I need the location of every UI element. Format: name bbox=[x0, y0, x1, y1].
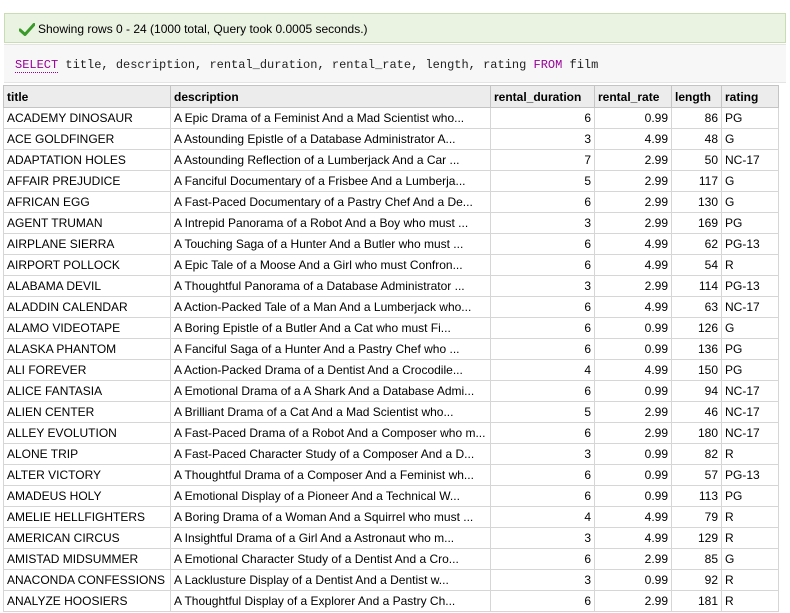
cell-rating: R bbox=[722, 444, 779, 465]
cell-description: A Fast-Paced Character Study of a Composer And a D... bbox=[171, 444, 491, 465]
cell-title: ALIEN CENTER bbox=[4, 402, 171, 423]
cell-title: ALADDIN CALENDAR bbox=[4, 297, 171, 318]
cell-rating: PG-13 bbox=[722, 276, 779, 297]
cell-rental-duration: 6 bbox=[491, 192, 595, 213]
table-row bbox=[4, 297, 779, 318]
cell-rental-duration: 6 bbox=[491, 486, 595, 507]
check-icon bbox=[19, 23, 35, 36]
table-row bbox=[4, 150, 779, 171]
cell-title: ADAPTATION HOLES bbox=[4, 150, 171, 171]
cell-rental-rate: 2.99 bbox=[595, 423, 672, 444]
cell-rating: G bbox=[722, 318, 779, 339]
cell-rating: PG-13 bbox=[722, 234, 779, 255]
cell-title: ACADEMY DINOSAUR bbox=[4, 108, 171, 129]
cell-title: ALASKA PHANTOM bbox=[4, 339, 171, 360]
cell-rental-rate: 0.99 bbox=[595, 381, 672, 402]
cell-rental-duration: 6 bbox=[491, 297, 595, 318]
cell-rental-rate: 4.99 bbox=[595, 297, 672, 318]
cell-length: 57 bbox=[672, 465, 722, 486]
cell-title: ALABAMA DEVIL bbox=[4, 276, 171, 297]
cell-length: 50 bbox=[672, 150, 722, 171]
cell-rental-rate: 2.99 bbox=[595, 192, 672, 213]
cell-rental-rate: 4.99 bbox=[595, 255, 672, 276]
cell-rental-rate: 2.99 bbox=[595, 171, 672, 192]
results-table bbox=[3, 85, 779, 612]
table-row bbox=[4, 129, 779, 150]
cell-rental-duration: 4 bbox=[491, 360, 595, 381]
cell-length: 63 bbox=[672, 297, 722, 318]
results-body bbox=[4, 108, 779, 612]
table-row bbox=[4, 318, 779, 339]
cell-length: 92 bbox=[672, 570, 722, 591]
cell-rental-duration: 7 bbox=[491, 150, 595, 171]
sql-columns: title, description, rental_duration, rental_rate, length, rating bbox=[58, 58, 534, 72]
cell-length: 129 bbox=[672, 528, 722, 549]
cell-rental-duration: 6 bbox=[491, 108, 595, 129]
cell-rental-rate: 0.99 bbox=[595, 486, 672, 507]
cell-description: A Boring Epistle of a Butler And a Cat who must Fi... bbox=[171, 318, 491, 339]
cell-length: 48 bbox=[672, 129, 722, 150]
cell-length: 117 bbox=[672, 171, 722, 192]
cell-description: A Intrepid Panorama of a Robot And a Boy who must ... bbox=[171, 213, 491, 234]
cell-rating: G bbox=[722, 129, 779, 150]
table-row bbox=[4, 192, 779, 213]
cell-rental-rate: 0.99 bbox=[595, 465, 672, 486]
cell-description: A Brilliant Drama of a Cat And a Mad Scientist who... bbox=[171, 402, 491, 423]
cell-rental-rate: 4.99 bbox=[595, 234, 672, 255]
cell-rental-rate: 0.99 bbox=[595, 444, 672, 465]
cell-rental-rate: 4.99 bbox=[595, 507, 672, 528]
cell-length: 150 bbox=[672, 360, 722, 381]
cell-description: A Action-Packed Tale of a Man And a Lumberjack who... bbox=[171, 297, 491, 318]
cell-rental-rate: 2.99 bbox=[595, 276, 672, 297]
cell-length: 46 bbox=[672, 402, 722, 423]
cell-description: A Fanciful Documentary of a Frisbee And a Lumberja... bbox=[171, 171, 491, 192]
cell-rating: NC-17 bbox=[722, 423, 779, 444]
cell-rental-duration: 3 bbox=[491, 444, 595, 465]
cell-rental-duration: 6 bbox=[491, 255, 595, 276]
cell-length: 113 bbox=[672, 486, 722, 507]
table-row bbox=[4, 423, 779, 444]
cell-rating: PG bbox=[722, 108, 779, 129]
cell-rental-rate: 0.99 bbox=[595, 339, 672, 360]
cell-title: AGENT TRUMAN bbox=[4, 213, 171, 234]
column-header-length[interactable]: length bbox=[672, 86, 722, 108]
cell-description: A Boring Drama of a Woman And a Squirrel who must ... bbox=[171, 507, 491, 528]
cell-title: AIRPLANE SIERRA bbox=[4, 234, 171, 255]
cell-description: A Lacklusture Display of a Dentist And a Dentist w... bbox=[171, 570, 491, 591]
cell-description: A Epic Tale of a Moose And a Girl who must Confron... bbox=[171, 255, 491, 276]
cell-title: AFFAIR PREJUDICE bbox=[4, 171, 171, 192]
cell-rental-rate: 2.99 bbox=[595, 402, 672, 423]
table-row bbox=[4, 108, 779, 129]
cell-length: 54 bbox=[672, 255, 722, 276]
table-row bbox=[4, 402, 779, 423]
cell-description: A Touching Saga of a Hunter And a Butler who must ... bbox=[171, 234, 491, 255]
cell-rental-duration: 5 bbox=[491, 402, 595, 423]
cell-rating: R bbox=[722, 528, 779, 549]
table-row bbox=[4, 465, 779, 486]
cell-rating: G bbox=[722, 171, 779, 192]
sql-table-name: film bbox=[562, 58, 599, 72]
cell-title: AMISTAD MIDSUMMER bbox=[4, 549, 171, 570]
cell-rental-duration: 5 bbox=[491, 171, 595, 192]
cell-title: AFRICAN EGG bbox=[4, 192, 171, 213]
table-row bbox=[4, 234, 779, 255]
cell-rental-duration: 6 bbox=[491, 339, 595, 360]
cell-rating: R bbox=[722, 591, 779, 612]
cell-length: 136 bbox=[672, 339, 722, 360]
cell-rental-rate: 4.99 bbox=[595, 360, 672, 381]
table-row bbox=[4, 360, 779, 381]
cell-title: ALONE TRIP bbox=[4, 444, 171, 465]
cell-title: ALI FOREVER bbox=[4, 360, 171, 381]
cell-rental-duration: 3 bbox=[491, 570, 595, 591]
cell-rating: PG bbox=[722, 213, 779, 234]
cell-rental-duration: 6 bbox=[491, 381, 595, 402]
cell-description: A Astounding Reflection of a Lumberjack And a Car ... bbox=[171, 150, 491, 171]
cell-description: A Insightful Drama of a Girl And a Astronaut who m... bbox=[171, 528, 491, 549]
cell-title: AMELIE HELLFIGHTERS bbox=[4, 507, 171, 528]
column-header-rating[interactable]: rating bbox=[722, 86, 779, 108]
column-header-description[interactable]: description bbox=[171, 86, 491, 108]
table-row bbox=[4, 528, 779, 549]
cell-rental-duration: 6 bbox=[491, 465, 595, 486]
cell-description: A Emotional Drama of a A Shark And a Database Admi... bbox=[171, 381, 491, 402]
cell-length: 79 bbox=[672, 507, 722, 528]
column-header-rental-duration[interactable]: rental_duration bbox=[491, 86, 595, 108]
cell-title: ALLEY EVOLUTION bbox=[4, 423, 171, 444]
cell-length: 169 bbox=[672, 213, 722, 234]
cell-rental-rate: 0.99 bbox=[595, 318, 672, 339]
cell-rental-rate: 2.99 bbox=[595, 213, 672, 234]
cell-length: 114 bbox=[672, 276, 722, 297]
cell-rental-rate: 4.99 bbox=[595, 129, 672, 150]
cell-rental-rate: 4.99 bbox=[595, 528, 672, 549]
cell-rating: R bbox=[722, 255, 779, 276]
header-row bbox=[4, 86, 779, 108]
cell-length: 82 bbox=[672, 444, 722, 465]
cell-rating: PG bbox=[722, 360, 779, 381]
table-row bbox=[4, 591, 779, 612]
cell-rental-duration: 3 bbox=[491, 129, 595, 150]
cell-title: ALAMO VIDEOTAPE bbox=[4, 318, 171, 339]
cell-length: 180 bbox=[672, 423, 722, 444]
cell-rental-duration: 6 bbox=[491, 318, 595, 339]
cell-rating: NC-17 bbox=[722, 150, 779, 171]
table-row bbox=[4, 549, 779, 570]
table-row bbox=[4, 276, 779, 297]
cell-rental-duration: 6 bbox=[491, 234, 595, 255]
table-row bbox=[4, 381, 779, 402]
cell-rental-duration: 3 bbox=[491, 528, 595, 549]
cell-title: AIRPORT POLLOCK bbox=[4, 255, 171, 276]
cell-rental-rate: 2.99 bbox=[595, 549, 672, 570]
cell-rental-duration: 6 bbox=[491, 591, 595, 612]
cell-title: ANALYZE HOOSIERS bbox=[4, 591, 171, 612]
cell-description: A Thoughtful Display of a Explorer And a Pastry Ch... bbox=[171, 591, 491, 612]
cell-length: 130 bbox=[672, 192, 722, 213]
table-row bbox=[4, 486, 779, 507]
cell-rental-rate: 2.99 bbox=[595, 591, 672, 612]
cell-description: A Action-Packed Drama of a Dentist And a Crocodile... bbox=[171, 360, 491, 381]
cell-title: AMERICAN CIRCUS bbox=[4, 528, 171, 549]
cell-description: A Emotional Character Study of a Dentist And a Cro... bbox=[171, 549, 491, 570]
cell-rating: NC-17 bbox=[722, 297, 779, 318]
cell-rental-rate: 2.99 bbox=[595, 150, 672, 171]
cell-rental-duration: 6 bbox=[491, 549, 595, 570]
query-success-message bbox=[4, 13, 786, 43]
cell-title: ALICE FANTASIA bbox=[4, 381, 171, 402]
cell-rental-rate: 0.99 bbox=[595, 108, 672, 129]
cell-rating: R bbox=[722, 570, 779, 591]
cell-rating: NC-17 bbox=[722, 402, 779, 423]
cell-length: 126 bbox=[672, 318, 722, 339]
cell-description: A Fast-Paced Documentary of a Pastry Chef And a De... bbox=[171, 192, 491, 213]
cell-rating: NC-17 bbox=[722, 381, 779, 402]
cell-rating: G bbox=[722, 549, 779, 570]
cell-title: ANACONDA CONFESSIONS bbox=[4, 570, 171, 591]
cell-rating: R bbox=[722, 507, 779, 528]
sql-query-box bbox=[4, 44, 786, 83]
table-row bbox=[4, 507, 779, 528]
cell-length: 181 bbox=[672, 591, 722, 612]
cell-description: A Emotional Display of a Pioneer And a Technical W... bbox=[171, 486, 491, 507]
sql-query bbox=[15, 58, 598, 72]
cell-rental-rate: 0.99 bbox=[595, 570, 672, 591]
cell-rating: PG bbox=[722, 339, 779, 360]
table-row bbox=[4, 213, 779, 234]
cell-description: A Fast-Paced Drama of a Robot And a Composer who m... bbox=[171, 423, 491, 444]
table-row bbox=[4, 339, 779, 360]
cell-rental-duration: 3 bbox=[491, 276, 595, 297]
column-header-rental-rate[interactable]: rental_rate bbox=[595, 86, 672, 108]
cell-title: ACE GOLDFINGER bbox=[4, 129, 171, 150]
column-header-title[interactable]: title bbox=[4, 86, 171, 108]
cell-length: 86 bbox=[672, 108, 722, 129]
cell-description: A Thoughtful Drama of a Composer And a Feminist wh... bbox=[171, 465, 491, 486]
table-row bbox=[4, 570, 779, 591]
cell-description: A Astounding Epistle of a Database Administrator A... bbox=[171, 129, 491, 150]
cell-rating: PG bbox=[722, 486, 779, 507]
cell-rental-duration: 4 bbox=[491, 507, 595, 528]
table-row bbox=[4, 255, 779, 276]
cell-title: AMADEUS HOLY bbox=[4, 486, 171, 507]
cell-length: 85 bbox=[672, 549, 722, 570]
cell-description: A Epic Drama of a Feminist And a Mad Scientist who... bbox=[171, 108, 491, 129]
sql-from-keyword: FROM bbox=[533, 58, 563, 72]
cell-description: A Fanciful Saga of a Hunter And a Pastry Chef who ... bbox=[171, 339, 491, 360]
cell-rental-duration: 3 bbox=[491, 213, 595, 234]
sql-select-keyword[interactable]: SELECT bbox=[15, 58, 59, 72]
table-row bbox=[4, 444, 779, 465]
cell-rating: PG-13 bbox=[722, 465, 779, 486]
cell-rating: G bbox=[722, 192, 779, 213]
table-row bbox=[4, 171, 779, 192]
cell-rental-duration: 6 bbox=[491, 423, 595, 444]
cell-length: 62 bbox=[672, 234, 722, 255]
status-text: Showing rows 0 - 24 (1000 total, Query took 0.0005 seconds.) bbox=[38, 22, 368, 36]
cell-description: A Thoughtful Panorama of a Database Administrator ... bbox=[171, 276, 491, 297]
cell-title: ALTER VICTORY bbox=[4, 465, 171, 486]
cell-length: 94 bbox=[672, 381, 722, 402]
